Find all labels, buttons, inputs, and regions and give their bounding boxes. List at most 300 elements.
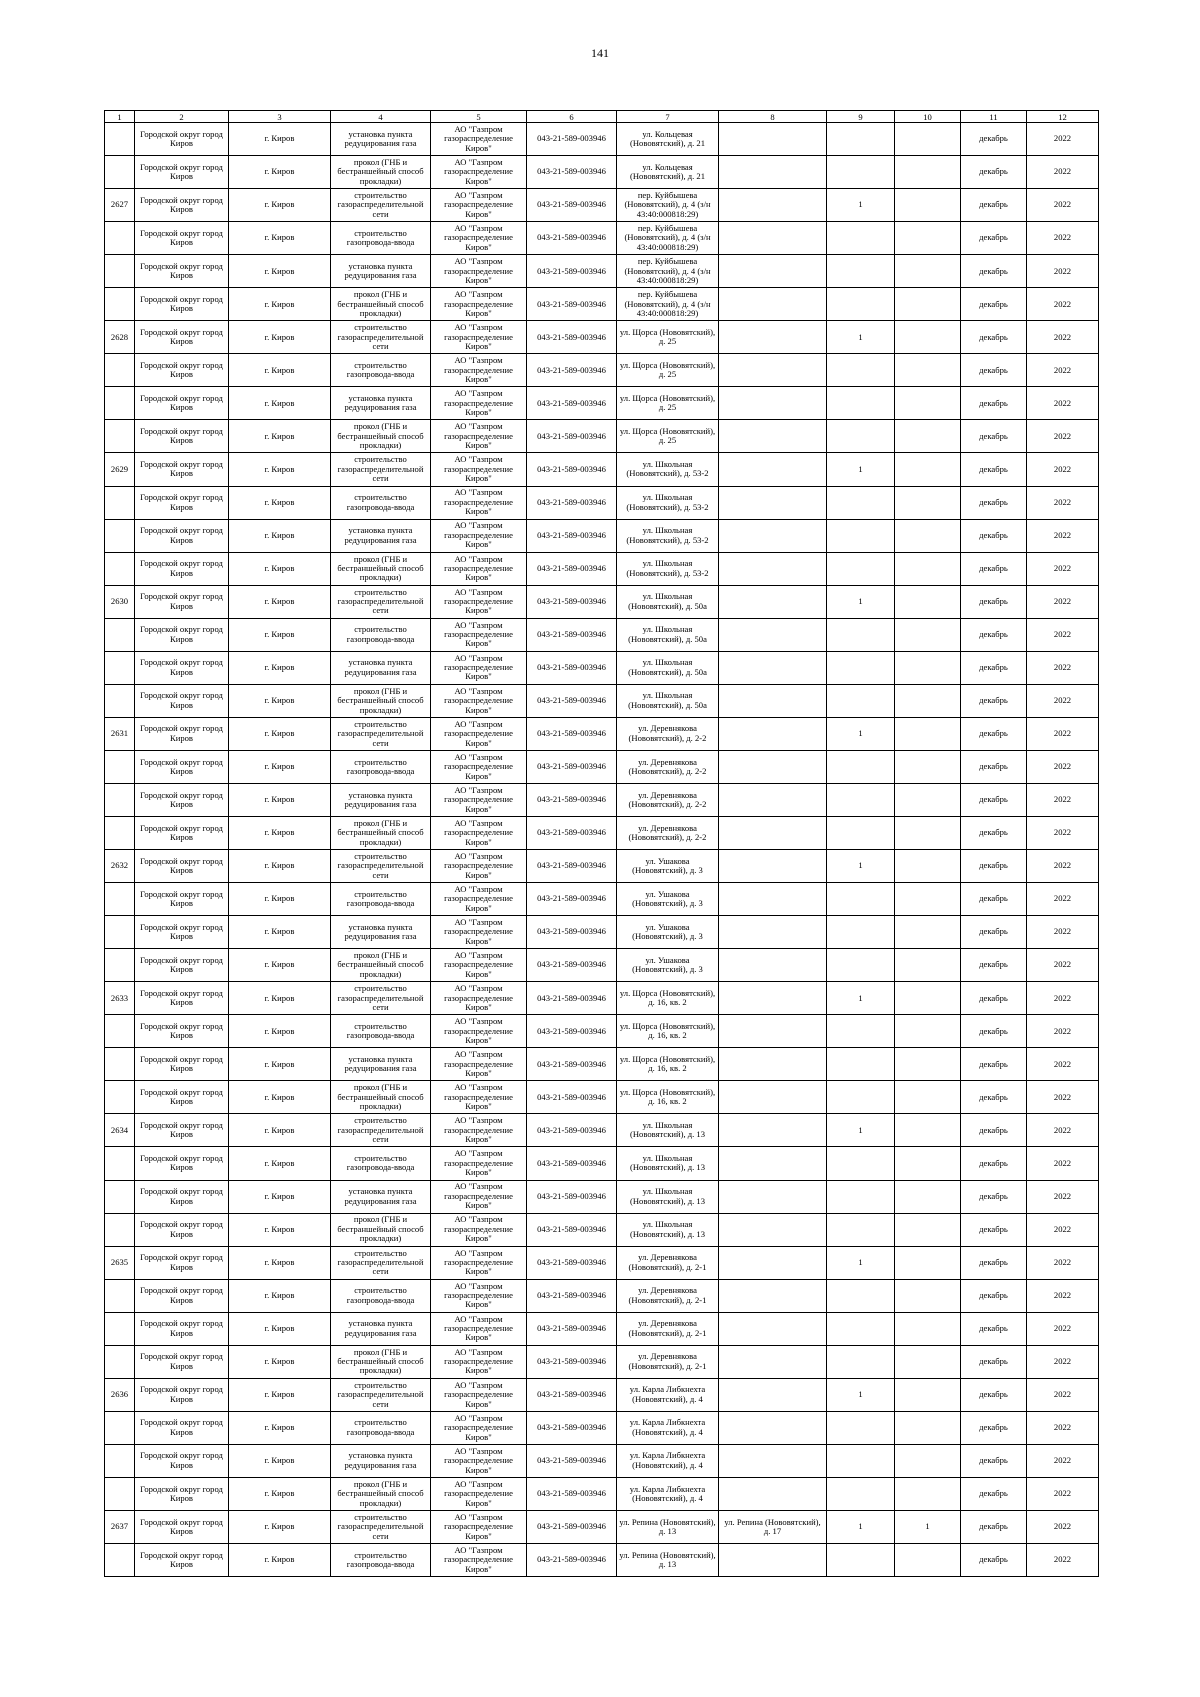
cell-month: [961, 684, 1027, 717]
cell-text: ул. Щорса (Нововятский), д. 25: [619, 393, 716, 413]
cell-count-b: [895, 552, 961, 585]
cell-text: Городской округ город Киров: [140, 493, 223, 512]
cell-row-number: [105, 1279, 135, 1312]
cell-text: г. Киров: [264, 828, 295, 838]
cell-organization: [431, 982, 527, 1015]
cell-address: [617, 1213, 719, 1246]
cell-organization: [431, 1246, 527, 1279]
cell-year: [1027, 949, 1099, 982]
cell-settlement: [229, 684, 331, 717]
cell-address: [617, 189, 719, 222]
cell-text: 2022: [1053, 762, 1072, 772]
table-row: [105, 1378, 1099, 1411]
cell-text: установка пункта редуцирования газа: [344, 129, 417, 149]
cell-text: 043-21-589-003946: [537, 266, 606, 276]
cell-text: Городской округ город Киров: [140, 393, 223, 413]
cell-inn-code: [527, 1378, 617, 1411]
cell-text: Городской округ город Киров: [140, 691, 223, 710]
cell-work-type: [331, 255, 431, 288]
cell-inn-code: [527, 651, 617, 684]
cell-organization: [431, 1147, 527, 1180]
cell-text: г. Киров: [264, 861, 295, 871]
cell-year: [1027, 1279, 1099, 1312]
cell-count-a: [827, 1312, 895, 1345]
cell-count-b: [895, 1345, 961, 1378]
cell-address-alt: [719, 916, 827, 949]
cell-text: ул. Школьная (Нововятский), д. 53-2: [626, 559, 709, 578]
cell-inn-code: [527, 1477, 617, 1510]
cell-inn-code: [527, 1081, 617, 1114]
cell-municipality: [135, 1279, 229, 1312]
cell-text: г. Киров: [264, 332, 295, 342]
cell-text: декабрь: [979, 630, 1008, 640]
cell-address-alt: [719, 1279, 827, 1312]
cell-text: ул. Щорса (Нововятский), д. 16, кв. 2: [619, 1087, 716, 1107]
cell-work-type: [331, 1378, 431, 1411]
cell-work-type: [331, 1345, 431, 1378]
cell-text: декабрь: [979, 365, 1008, 375]
cell-count-b: [895, 1444, 961, 1477]
cell-inn-code: [527, 1048, 617, 1081]
cell-municipality: [135, 1114, 229, 1147]
cell-inn-code: [527, 618, 617, 651]
cell-row-number: [105, 189, 135, 222]
cell-text: ул. Репина (Нововятский), д. 13: [619, 1550, 716, 1570]
cell-text: 043-21-589-003946: [537, 1522, 606, 1532]
cell-settlement: [229, 1180, 331, 1213]
cell-year: [1027, 255, 1099, 288]
cell-year: [1027, 651, 1099, 684]
table-row: [105, 1279, 1099, 1312]
cell-month: [961, 1081, 1027, 1114]
cell-inn-code: [527, 850, 617, 883]
cell-month: [961, 883, 1027, 916]
cell-text: 2022: [1053, 332, 1072, 342]
cell-inn-code: [527, 1114, 617, 1147]
cell-settlement: [229, 1444, 331, 1477]
cell-address-alt: [719, 1444, 827, 1477]
cell-text: прокол (ГНБ и бестраншейный способ прокладки): [337, 818, 424, 847]
cell-text: ул. Щорса (Нововятский), д. 16, кв. 2: [619, 1021, 716, 1041]
cell-text: установка пункта редуцирования газа: [344, 658, 417, 677]
cell-address-alt: [719, 1544, 827, 1577]
cell-text: Городской округ город Киров: [140, 1187, 223, 1206]
cell-text: АО "Газпром газораспределение Киров": [444, 752, 513, 781]
cell-work-type: [331, 783, 431, 816]
cell-text: г. Киров: [264, 134, 295, 144]
cell-text: пер. Куйбышева (Нововятский), д. 4 (з/н 43:40:000818:29): [624, 224, 711, 252]
cell-address: [617, 783, 719, 816]
table-row: [105, 552, 1099, 585]
cell-work-type: [331, 850, 431, 883]
cell-address: [617, 321, 719, 354]
table-row: [105, 1048, 1099, 1081]
cell-text: АО "Газпром газораспределение Киров": [444, 918, 513, 946]
cell-count-a: [827, 1081, 895, 1114]
cell-text: 2022: [1053, 960, 1072, 970]
cell-work-type: [331, 1147, 431, 1180]
cell-month: [961, 1015, 1027, 1048]
cell-inn-code: [527, 420, 617, 453]
cell-organization: [431, 684, 527, 717]
cell-count-b: [895, 420, 961, 453]
cell-year: [1027, 453, 1099, 486]
cell-inn-code: [527, 1312, 617, 1345]
cell-municipality: [135, 717, 229, 750]
cell-address: [617, 1081, 719, 1114]
cell-municipality: [135, 420, 229, 453]
cell-text: Городской округ город Киров: [140, 427, 223, 446]
cell-text: г. Киров: [264, 1224, 295, 1234]
cell-text: АО "Газпром газораспределение Киров": [444, 257, 513, 285]
cell-text: 2022: [1053, 828, 1072, 838]
cell-count-b: [895, 850, 961, 883]
cell-text: строительство газораспределительной сети: [337, 455, 424, 484]
cell-text: АО "Газпром газораспределение Киров": [444, 521, 513, 550]
cell-inn-code: [527, 1510, 617, 1543]
cell-municipality: [135, 552, 229, 585]
cell-inn-code: [527, 255, 617, 288]
cell-address-alt: [719, 1345, 827, 1378]
cell-text: 2022: [1053, 299, 1072, 309]
cell-text: ул. Карла Либкнехта (Нововятский), д. 4: [629, 1385, 706, 1404]
cell-municipality: [135, 783, 229, 816]
cell-text: ул. Деревнякова (Нововятский), д. 2-2: [628, 790, 707, 809]
cell-text: установка пункта редуцирования газа: [344, 790, 417, 809]
cell-address-alt: [719, 949, 827, 982]
cell-text: г. Киров: [264, 266, 295, 276]
cell-municipality: [135, 486, 229, 519]
cell-text: строительство газопровода-ввода: [346, 625, 415, 644]
cell-address-alt: [719, 1147, 827, 1180]
cell-text: Городской округ город Киров: [140, 1451, 223, 1470]
cell-text: АО "Газпром газораспределение Киров": [444, 1083, 513, 1112]
cell-organization: [431, 288, 527, 321]
cell-year: [1027, 519, 1099, 552]
cell-text: ул. Деревнякова (Нововятский), д. 2-2: [628, 757, 707, 776]
cell-address: [617, 1444, 719, 1477]
cell-text: 043-21-589-003946: [537, 530, 606, 540]
cell-settlement: [229, 321, 331, 354]
cell-text: декабрь: [979, 1092, 1008, 1102]
cell-text: ул. Карла Либкнехта (Нововятский), д. 4: [629, 1451, 706, 1470]
cell-municipality: [135, 1213, 229, 1246]
cell-text: 2633: [110, 993, 129, 1003]
cell-text: ул. Деревнякова (Нововятский), д. 2-1: [628, 1319, 707, 1338]
cell-text: 043-21-589-003946: [537, 828, 606, 838]
cell-count-b: [895, 1510, 961, 1543]
cell-address: [617, 1180, 719, 1213]
cell-municipality: [135, 1345, 229, 1378]
cell-month: [961, 156, 1027, 189]
cell-work-type: [331, 750, 431, 783]
cell-text: 2022: [1053, 1257, 1072, 1267]
cell-text: декабрь: [979, 894, 1008, 904]
cell-address-alt: [719, 883, 827, 916]
cell-text: 043-21-589-003946: [537, 663, 606, 673]
cell-work-type: [331, 1544, 431, 1577]
cell-settlement: [229, 883, 331, 916]
cell-year: [1027, 1444, 1099, 1477]
cell-address-alt: [719, 1048, 827, 1081]
cell-work-type: [331, 1081, 431, 1114]
cell-text: 2022: [1053, 1357, 1072, 1367]
cell-address: [617, 288, 719, 321]
cell-municipality: [135, 1180, 229, 1213]
cell-text: Городской округ город Киров: [140, 1550, 223, 1570]
cell-municipality: [135, 1015, 229, 1048]
column-header-row: [105, 111, 1099, 123]
cell-count-b: [895, 816, 961, 849]
cell-count-a: [827, 1279, 895, 1312]
cell-text: 043-21-589-003946: [537, 1191, 606, 1201]
cell-inn-code: [527, 1015, 617, 1048]
cell-month: [961, 783, 1027, 816]
cell-text: прокол (ГНБ и бестраншейный способ прокладки): [337, 1347, 424, 1376]
table-row: [105, 949, 1099, 982]
cell-text: АО "Газпром газораспределение Киров": [444, 389, 513, 418]
cell-address-alt: [719, 1246, 827, 1279]
cell-count-b: [895, 982, 961, 1015]
cell-organization: [431, 123, 527, 156]
cell-work-type: [331, 618, 431, 651]
cell-settlement: [229, 949, 331, 982]
column-header-6: 6: [527, 111, 617, 123]
cell-text: г. Киров: [264, 1158, 295, 1168]
cell-address-alt: [719, 1477, 827, 1510]
cell-month: [961, 651, 1027, 684]
cell-text: ул. Щорса (Нововятский), д. 16, кв. 2: [619, 1054, 716, 1074]
cell-text: 043-21-589-003946: [537, 596, 606, 606]
cell-work-type: [331, 684, 431, 717]
cell-month: [961, 1312, 1027, 1345]
cell-month: [961, 618, 1027, 651]
cell-municipality: [135, 585, 229, 618]
cell-text: Городской округ город Киров: [140, 327, 223, 347]
cell-address: [617, 222, 719, 255]
cell-count-a: [827, 123, 895, 156]
cell-municipality: [135, 750, 229, 783]
table-row: [105, 1147, 1099, 1180]
cell-row-number: [105, 255, 135, 288]
cell-text: АО "Газпром газораспределение Киров": [444, 554, 513, 583]
table-row: [105, 585, 1099, 618]
cell-text: строительство газопровода-ввода: [346, 1286, 415, 1305]
table-row: [105, 883, 1099, 916]
cell-text: ул. Школьная (Нововятский), д. 13: [629, 1154, 706, 1173]
cell-text: г. Киров: [264, 398, 295, 408]
cell-settlement: [229, 1510, 331, 1543]
cell-settlement: [229, 1213, 331, 1246]
cell-row-number: [105, 618, 135, 651]
cell-address: [617, 387, 719, 420]
cell-text: 043-21-589-003946: [537, 795, 606, 805]
cell-text: ул. Ушакова (Нововятский), д. 3: [632, 889, 703, 909]
cell-text: 043-21-589-003946: [537, 729, 606, 739]
cell-text: 2022: [1053, 365, 1072, 375]
cell-count-b: [895, 783, 961, 816]
cell-work-type: [331, 354, 431, 387]
cell-text: 043-21-589-003946: [537, 299, 606, 309]
cell-text: строительство газопровода-ввода: [346, 493, 415, 512]
cell-settlement: [229, 783, 331, 816]
cell-row-number: [105, 519, 135, 552]
cell-address-alt: [719, 816, 827, 849]
cell-settlement: [229, 816, 331, 849]
cell-text: ул. Деревнякова (Нововятский), д. 2-1: [628, 1253, 707, 1272]
cell-count-b: [895, 321, 961, 354]
cell-year: [1027, 1510, 1099, 1543]
cell-work-type: [331, 1048, 431, 1081]
cell-text: АО "Газпром газораспределение Киров": [444, 1116, 513, 1145]
cell-text: г. Киров: [264, 1125, 295, 1135]
cell-text: ул. Деревнякова (Нововятский), д. 2-2: [628, 823, 707, 842]
cell-text: г. Киров: [264, 200, 295, 210]
cell-count-b: [895, 123, 961, 156]
cell-organization: [431, 1345, 527, 1378]
cell-organization: [431, 651, 527, 684]
table-row: [105, 816, 1099, 849]
cell-count-a: [827, 883, 895, 916]
cell-text: прокол (ГНБ и бестраншейный способ прокладки): [337, 422, 424, 451]
cell-year: [1027, 717, 1099, 750]
cell-text: ул. Деревнякова (Нововятский), д. 2-2: [628, 724, 707, 743]
cell-text: г. Киров: [264, 431, 295, 441]
cell-address-alt: [719, 717, 827, 750]
table-row: [105, 189, 1099, 222]
cell-count-a: [827, 1444, 895, 1477]
cell-row-number: [105, 354, 135, 387]
cell-text: декабрь: [979, 1290, 1008, 1300]
cell-month: [961, 123, 1027, 156]
cell-text: АО "Газпром газораспределение Киров": [444, 455, 513, 484]
cell-organization: [431, 1015, 527, 1048]
cell-row-number: [105, 816, 135, 849]
cell-address: [617, 916, 719, 949]
cell-text: 2022: [1053, 1026, 1072, 1036]
cell-text: АО "Газпром газораспределение Киров": [444, 818, 513, 847]
cell-text: г. Киров: [264, 167, 295, 177]
cell-municipality: [135, 321, 229, 354]
cell-text: прокол (ГНБ и бестраншейный способ прокладки): [337, 290, 424, 318]
cell-text: ул. Ушакова (Нововятский), д. 3: [632, 856, 703, 876]
cell-row-number: [105, 982, 135, 1015]
cell-text: декабрь: [979, 563, 1008, 573]
cell-inn-code: [527, 585, 617, 618]
cell-count-b: [895, 1180, 961, 1213]
cell-text: 2022: [1053, 200, 1072, 210]
cell-text: 2022: [1053, 596, 1072, 606]
cell-text: АО "Газпром газораспределение Киров": [444, 1314, 513, 1343]
cell-organization: [431, 585, 527, 618]
cell-text: 043-21-589-003946: [537, 1092, 606, 1102]
cell-count-a: [827, 387, 895, 420]
cell-organization: [431, 1510, 527, 1543]
cell-text: 2022: [1053, 993, 1072, 1003]
table-row: [105, 1411, 1099, 1444]
cell-text: ул. Щорса (Нововятский), д. 16, кв. 2: [619, 988, 716, 1008]
cell-address-alt: [719, 651, 827, 684]
cell-address: [617, 1114, 719, 1147]
cell-text: 2022: [1053, 861, 1072, 871]
cell-text: 043-21-589-003946: [537, 861, 606, 871]
cell-text: г. Киров: [264, 1026, 295, 1036]
cell-municipality: [135, 453, 229, 486]
cell-work-type: [331, 1114, 431, 1147]
cell-text: ул. Школьная (Нововятский), д. 53-2: [626, 460, 709, 479]
cell-text: 043-21-589-003946: [537, 1357, 606, 1367]
cell-text: г. Киров: [264, 1324, 295, 1333]
cell-count-b: [895, 1048, 961, 1081]
cell-text: АО "Газпром газораспределение Киров": [444, 884, 513, 913]
cell-address: [617, 1048, 719, 1081]
cell-address: [617, 1312, 719, 1345]
cell-work-type: [331, 1180, 431, 1213]
cell-text: Городской округ город Киров: [140, 790, 223, 809]
cell-inn-code: [527, 552, 617, 585]
cell-text: 2022: [1053, 1092, 1072, 1102]
cell-organization: [431, 783, 527, 816]
column-header-1: 1: [105, 111, 135, 123]
table-row: [105, 1114, 1099, 1147]
cell-address: [617, 1279, 719, 1312]
column-header-3: 3: [229, 111, 331, 123]
cell-work-type: [331, 1279, 431, 1312]
cell-text: декабрь: [979, 200, 1008, 210]
cell-municipality: [135, 255, 229, 288]
cell-text: 2022: [1053, 663, 1072, 673]
cell-text: АО "Газпром газораспределение Киров": [444, 1050, 513, 1079]
cell-settlement: [229, 1048, 331, 1081]
cell-text: г. Киров: [264, 1257, 295, 1267]
cell-address-alt: [719, 222, 827, 255]
cell-text: АО "Газпром газораспределение Киров": [444, 191, 513, 219]
cell-inn-code: [527, 486, 617, 519]
cell-work-type: [331, 519, 431, 552]
cell-address: [617, 816, 719, 849]
cell-count-a: [827, 651, 895, 684]
cell-count-a: [827, 1246, 895, 1279]
cell-address: [617, 1510, 719, 1543]
cell-address-alt: [719, 750, 827, 783]
cell-text: 2022: [1053, 1522, 1072, 1532]
cell-text: АО "Газпром газораспределение Киров": [444, 1248, 513, 1277]
cell-count-a: [827, 486, 895, 519]
cell-text: 1: [858, 1390, 863, 1400]
cell-row-number: [105, 1444, 135, 1477]
cell-text: установка пункта редуцирования газа: [344, 1451, 417, 1470]
cell-inn-code: [527, 1246, 617, 1279]
cell-text: Городской округ город Киров: [140, 294, 223, 314]
cell-text: ул. Школьная (Нововятский), д. 50а: [628, 691, 707, 710]
cell-address: [617, 1246, 719, 1279]
cell-organization: [431, 618, 527, 651]
cell-text: прокол (ГНБ и бестраншейный способ прокладки): [337, 1215, 424, 1244]
cell-text: АО "Газпром газораспределение Киров": [444, 1512, 513, 1541]
table-row: [105, 156, 1099, 189]
cell-text: АО "Газпром газораспределение Киров": [444, 851, 513, 880]
cell-text: Городской округ город Киров: [140, 658, 223, 677]
cell-work-type: [331, 156, 431, 189]
cell-organization: [431, 222, 527, 255]
cell-text: АО "Газпром газораспределение Киров": [444, 951, 513, 979]
cell-organization: [431, 420, 527, 453]
cell-text: г. Киров: [264, 596, 295, 606]
cell-text: 043-21-589-003946: [537, 696, 606, 706]
cell-settlement: [229, 387, 331, 420]
cell-work-type: [331, 1246, 431, 1279]
cell-text: 2022: [1053, 1158, 1072, 1168]
